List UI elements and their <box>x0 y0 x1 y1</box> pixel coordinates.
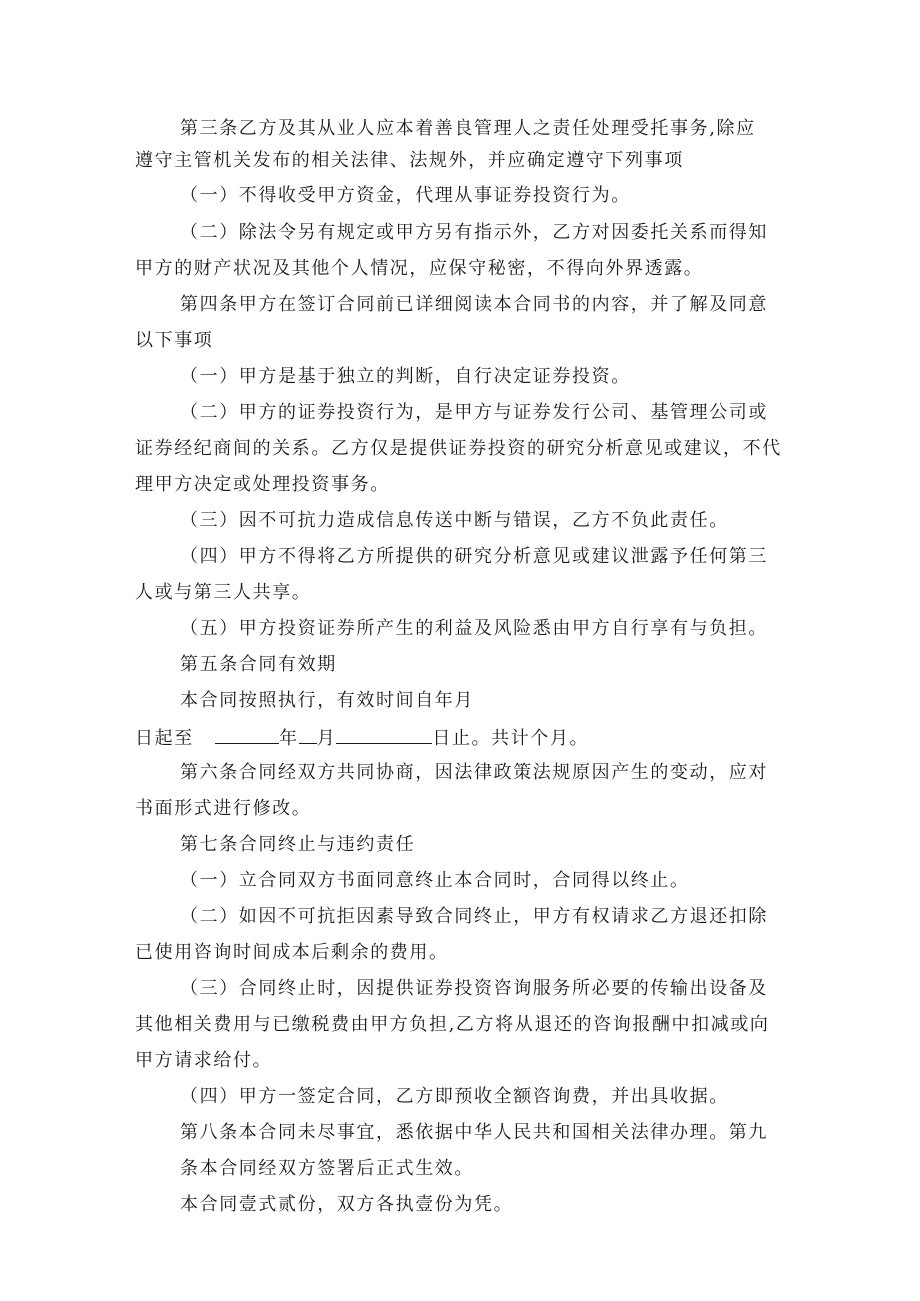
article-4-item-5: （五）甲方投资证券所产生的利益及风险悉由甲方自行享有与负担。 <box>180 618 768 639</box>
article-7-item-3-line-3: 甲方请求给付。 <box>135 1050 273 1071</box>
article-4-item-2-line-1: （二）甲方的证券投资行为，是甲方与证券发行公司、基管理公司或 <box>180 402 768 423</box>
article-4-item-4-line-2: 人或与第三人共享。 <box>135 582 312 603</box>
article-7-item-1: （一）立合同双方书面同意终止本合同时，合同得以终止。 <box>180 870 690 891</box>
article-3-item-2-line-1: （二）除法令另有规定或甲方另有指示外，乙方对因委托关系而得知 <box>180 222 768 243</box>
day-blank <box>336 725 432 744</box>
article-7-heading: 第七条合同终止与违约责任 <box>180 834 416 855</box>
article-7-item-4: （四）甲方一签定合同，乙方即预收全额咨询费，并出具收据。 <box>180 1086 729 1107</box>
article-5-term-line <box>135 725 589 751</box>
article-3-item-2-line-2: 甲方的财产状况及其他个人情况，应保守秘密，不得向外界透露。 <box>135 258 704 279</box>
article-4-line-2: 以下事项 <box>135 330 214 351</box>
article-4-item-2-line-3: 理甲方决定或处理投资事务。 <box>135 474 390 495</box>
article-8-line-2: 条本合同经双方签署后正式生效。 <box>180 1158 474 1179</box>
article-4-item-4-line-1: （四）甲方不得将乙方所提供的研究分析意见或建议泄露予任何第三 <box>180 546 768 567</box>
article-7-item-2-line-1: （二）如因不可抗拒因素导致合同终止，甲方有权请求乙方退还扣除 <box>180 906 768 927</box>
article-7-item-3-line-2: 其他相关费用与已缴税费由甲方负担,乙方将从退还的咨询报酬中扣减或向 <box>135 1014 770 1035</box>
closing-line: 本合同壹式贰份，双方各执壹份为凭。 <box>180 1194 514 1215</box>
article-3-item-1: （一）不得收受甲方资金，代理从事证券投资行为。 <box>180 185 631 206</box>
article-6-line-2: 书面形式进行修改。 <box>135 798 312 819</box>
article-8-line-1: 第八条本合同未尽事宜，悉依据中华人民共和国相关法律办理。第九 <box>180 1122 768 1143</box>
article-7-item-3-line-1: （三）合同终止时，因提供证券投资咨询服务所必要的传输出设备及 <box>180 978 768 999</box>
term-month: 月 <box>316 728 337 749</box>
term-suffix: 日止。共计个月。 <box>432 728 590 749</box>
term-prefix: 日起至 <box>135 728 194 749</box>
term-year: 年 <box>279 728 299 749</box>
article-3-line-2: 遵守主管机关发布的相关法律、法规外，并应确定遵守下列事项 <box>135 150 684 171</box>
article-7-item-2-line-2: 已使用咨询时间成本后剩余的费用。 <box>135 942 449 963</box>
article-4-item-2-line-2: 证券经纪商间的关系。乙方仅是提供证券投资的研究分析意见或建议，不代 <box>135 438 782 459</box>
year-blank <box>215 725 279 744</box>
article-5-line-1: 本合同按照执行，有效时间自年月 <box>180 690 474 711</box>
article-4-item-3: （三）因不可抗力造成信息传送中断与错误，乙方不负此责任。 <box>180 510 729 531</box>
article-5-heading: 第五条合同有效期 <box>180 654 337 675</box>
article-6-line-1: 第六条合同经双方共同协商，因法律政策法规原因产生的变动，应对 <box>180 762 768 783</box>
article-4-line-1: 第四条甲方在签订合同前已详细阅读本合同书的内容，并了解及同意 <box>180 294 768 315</box>
article-4-item-1: （一）甲方是基于独立的判断，自行决定证券投资。 <box>180 366 631 387</box>
month-blank <box>299 725 317 744</box>
article-3-line-1: 第三条乙方及其从业人应本着善良管理人之责任处理受托事务,除应 <box>180 118 756 139</box>
